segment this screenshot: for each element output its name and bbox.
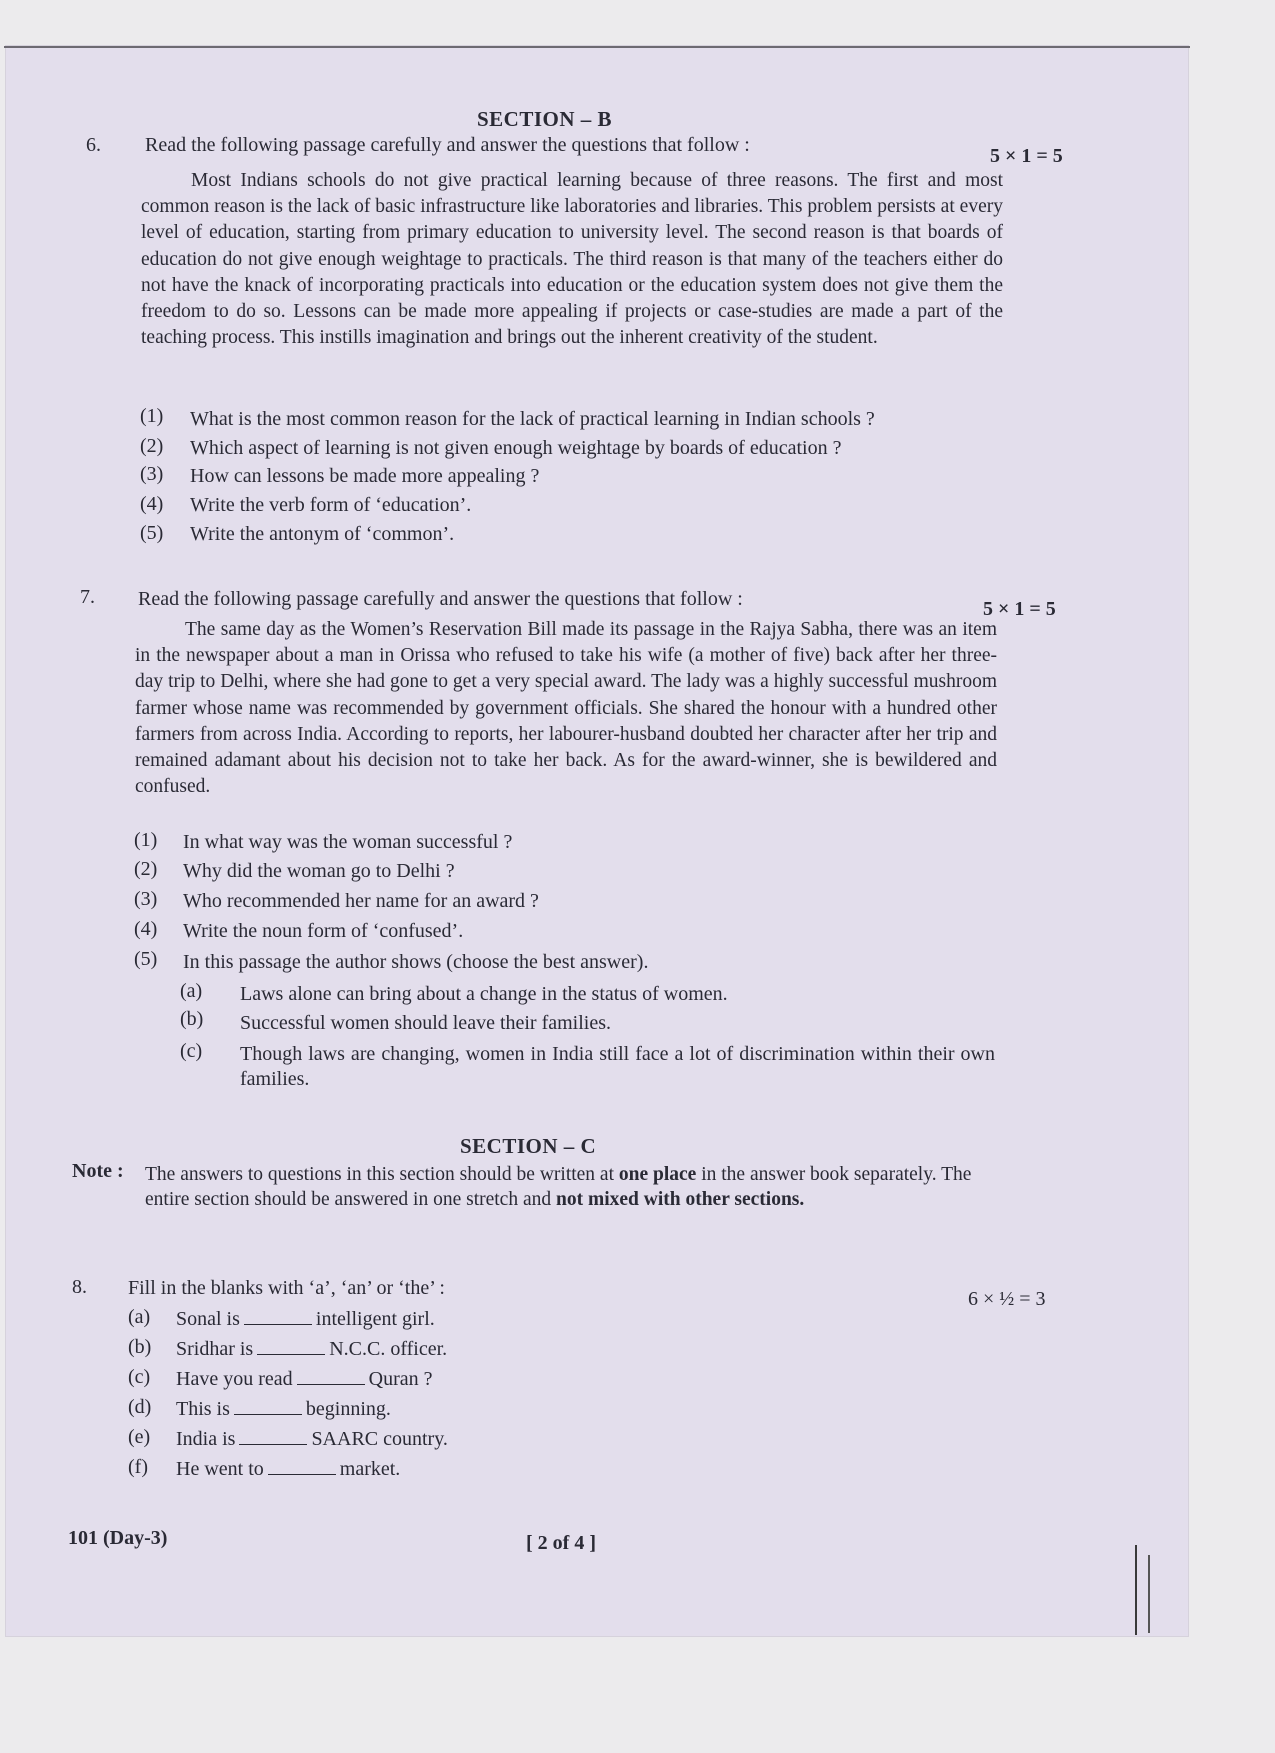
fill-before: Sonal is bbox=[176, 1308, 240, 1330]
fill-before: Have you read bbox=[176, 1368, 293, 1390]
marks-label: 6 × ½ = 3 bbox=[968, 1288, 1046, 1310]
fill-after: market. bbox=[339, 1458, 401, 1480]
fill-item-label: (d) bbox=[128, 1396, 152, 1418]
question-instruction: Read the following passage carefully and answer the questions that follow : bbox=[138, 588, 743, 610]
answer-blank bbox=[268, 1456, 336, 1475]
fill-after: beginning. bbox=[305, 1398, 391, 1420]
fill-before: He went to bbox=[176, 1458, 264, 1480]
option-label: (c) bbox=[180, 1040, 203, 1062]
fill-after: N.C.C. officer. bbox=[329, 1338, 448, 1360]
scan-artifact bbox=[1135, 1545, 1137, 1635]
option-label: (a) bbox=[180, 980, 203, 1002]
subquestion-text: Why did the woman go to Delhi ? bbox=[183, 860, 455, 882]
passage: Most Indians schools do not give practical learning because of three reasons. The first and most common reason is the lack of basic infrastructure like laboratories and libraries. This problem persists at every level of education, starting from primary education to university level. The second reason is that boards of education do not give enough weightage to practicals. The third reason is that many of the teachers either do not have the knack of incorporating practicals into education or the education system does not give them the freedom to do so. Lessons can be made more appealing if projects or case-studies are made a part of the teaching process. This instills imagination and brings out the inherent creativity of the student. bbox=[141, 170, 1003, 349]
note-label: Note : bbox=[72, 1160, 124, 1182]
note-emphasis: one place bbox=[618, 1164, 697, 1185]
subquestion-text: Write the noun form of ‘confused’. bbox=[183, 920, 464, 942]
subquestion-text: Write the verb form of ‘education’. bbox=[190, 494, 472, 516]
fill-item-label: (b) bbox=[128, 1336, 152, 1358]
fill-item-label: (c) bbox=[128, 1366, 151, 1388]
fill-item bbox=[176, 1366, 432, 1391]
fill-before: This is bbox=[176, 1398, 230, 1420]
page-edge-line bbox=[4, 46, 1190, 48]
subquestion-text: How can lessons be made more appealing ? bbox=[190, 465, 540, 487]
fill-after: Quran ? bbox=[368, 1368, 433, 1390]
subquestion-number: (2) bbox=[134, 858, 158, 880]
marks-label: 5 × 1 = 5 bbox=[990, 145, 1063, 167]
subquestion-number: (1) bbox=[134, 829, 158, 851]
note-text: in the answer book separately. The entire section should be answered in one stretch and bbox=[145, 1164, 972, 1210]
fill-item bbox=[176, 1396, 391, 1421]
fill-item bbox=[176, 1306, 435, 1331]
answer-blank bbox=[244, 1306, 312, 1325]
question-number: 7. bbox=[80, 586, 95, 608]
answer-blank bbox=[234, 1396, 302, 1415]
option-text: Laws alone can bring about a change in the status of women. bbox=[240, 983, 728, 1005]
note-emphasis: not mixed with other sections. bbox=[556, 1189, 805, 1210]
subquestion-number: (2) bbox=[140, 435, 164, 457]
subquestion-text: In what way was the woman successful ? bbox=[183, 831, 513, 853]
fill-before: Sridhar is bbox=[176, 1338, 254, 1360]
subquestion-text: What is the most common reason for the lack of practical learning in Indian schools ? bbox=[190, 408, 875, 430]
fill-item-label: (f) bbox=[128, 1456, 148, 1478]
question-number: 8. bbox=[72, 1276, 87, 1298]
paper-code: 101 (Day-3) bbox=[68, 1527, 168, 1549]
subquestion-number: (3) bbox=[134, 888, 158, 910]
scan-artifact bbox=[1148, 1555, 1150, 1633]
subquestion-number: (3) bbox=[140, 463, 164, 485]
answer-blank bbox=[297, 1366, 365, 1385]
fill-item bbox=[176, 1336, 447, 1361]
subquestion-number: (5) bbox=[134, 948, 158, 970]
question-instruction: Fill in the blanks with ‘a’, ‘an’ or ‘the’ : bbox=[128, 1277, 445, 1299]
subquestion-text: Who recommended her name for an award ? bbox=[183, 890, 539, 912]
note-text: The answers to questions in this section should be written at bbox=[145, 1164, 619, 1185]
section-c-heading: SECTION – C bbox=[460, 1134, 597, 1158]
subquestion-text: Which aspect of learning is not given enough weightage by boards of education ? bbox=[190, 437, 842, 459]
subquestion-number: (1) bbox=[140, 405, 164, 427]
option-text: Though laws are changing, women in India still face a lot of discrimination within their own families. bbox=[240, 1043, 995, 1090]
marks-label: 5 × 1 = 5 bbox=[983, 598, 1056, 620]
fill-item bbox=[176, 1426, 448, 1451]
option-label: (b) bbox=[180, 1008, 204, 1030]
fill-before: India is bbox=[176, 1428, 236, 1450]
fill-after: SAARC country. bbox=[311, 1428, 448, 1450]
page-number: [ 2 of 4 ] bbox=[526, 1532, 596, 1554]
fill-after: intelligent girl. bbox=[315, 1308, 435, 1330]
subquestion-text: In this passage the author shows (choose the best answer). bbox=[183, 951, 649, 973]
fill-item bbox=[176, 1456, 400, 1481]
fill-item-label: (a) bbox=[128, 1306, 151, 1328]
section-b-heading: SECTION – B bbox=[477, 107, 613, 131]
subquestion-text: Write the antonym of ‘common’. bbox=[190, 523, 455, 545]
question-number: 6. bbox=[86, 134, 101, 156]
passage: The same day as the Women’s Reservation Bill made its passage in the Rajya Sabha, there was an item in the newspaper about a man in Orissa who refused to take his wife (a mother of five) back after her three-day trip to Delhi, where she had gone to get a very special award. The lady was a highly successful mushroom farmer whose name was recommended by government officials. She shared the honour with a hundred other farmers from across India. According to reports, her labourer-husband doubted her character after her trip and remained adamant about his decision not to take her back. As for the award-winner, she is bewildered and confused. bbox=[135, 619, 997, 798]
subquestion-number: (5) bbox=[140, 522, 164, 544]
section-note bbox=[145, 1162, 990, 1212]
question-instruction: Read the following passage carefully and answer the questions that follow : bbox=[145, 134, 750, 156]
subquestion-number: (4) bbox=[140, 493, 164, 515]
answer-blank bbox=[257, 1336, 325, 1355]
option-text: Successful women should leave their families. bbox=[240, 1012, 612, 1034]
fill-item-label: (e) bbox=[128, 1426, 151, 1448]
subquestion-number: (4) bbox=[134, 918, 158, 940]
answer-blank bbox=[239, 1426, 307, 1445]
